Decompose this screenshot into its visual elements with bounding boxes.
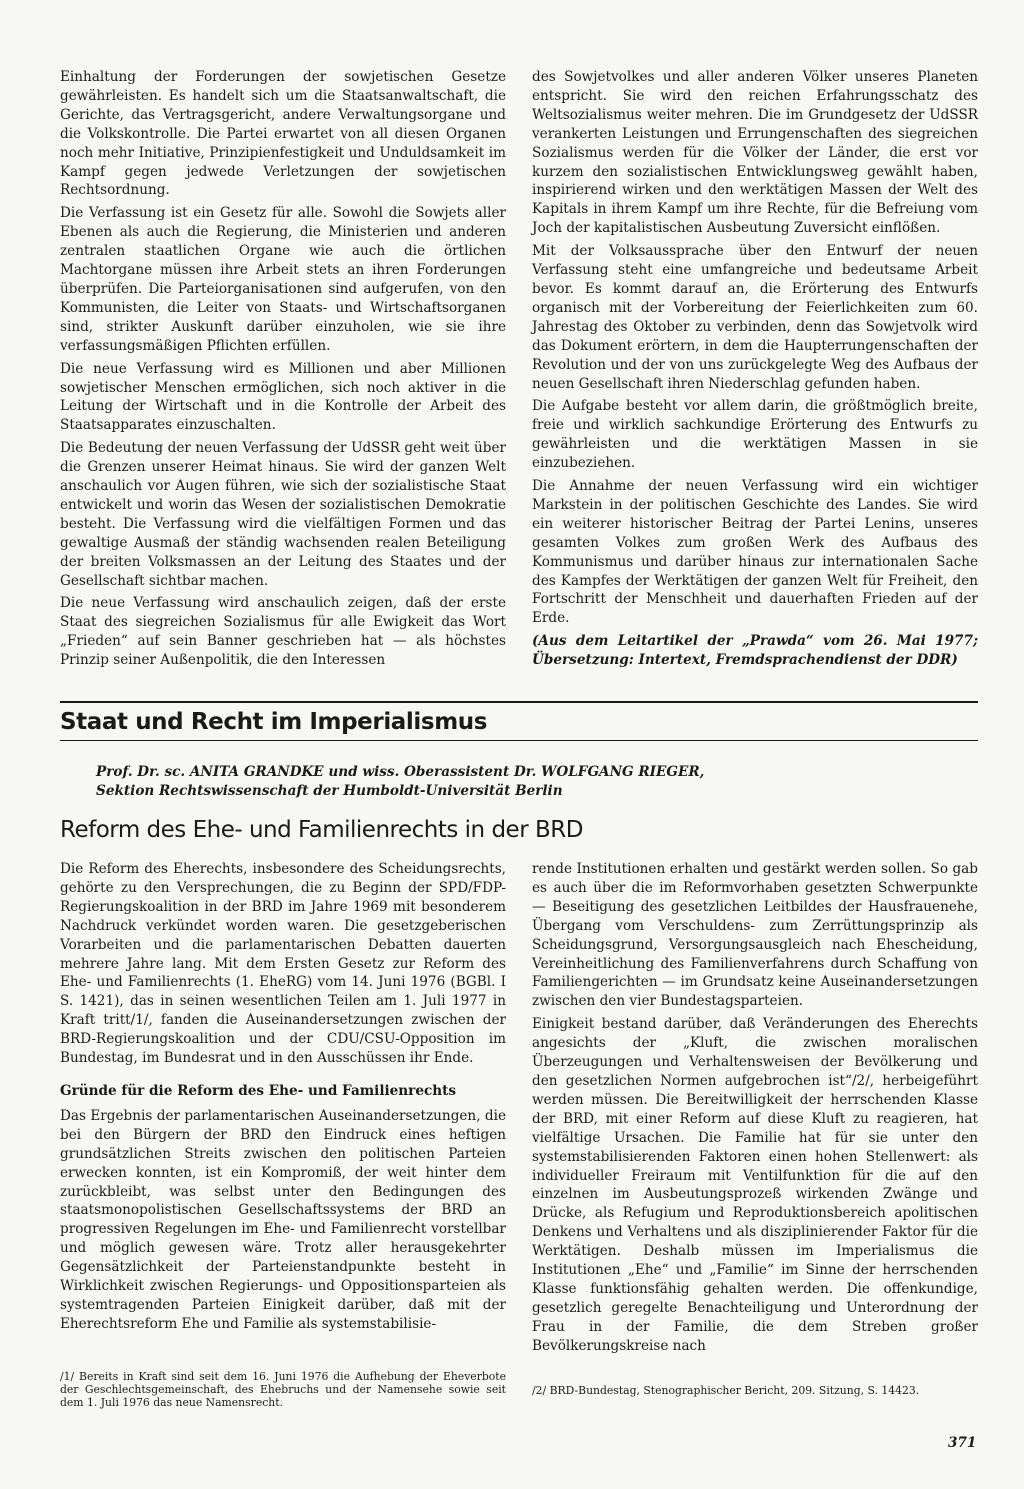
section-title: Staat und Recht im Imperialismus <box>60 709 488 735</box>
author-names: Prof. Dr. sc. ANITA GRANDKE und wiss. Oberassistent Dr. WOLFGANG RIEGER, <box>96 764 705 780</box>
upper-right-column <box>532 68 978 674</box>
paragraph: Die Reform des Eherechts, insbesondere des Scheidungsrechts, gehörte zu den Versprechungen, die zu Beginn der SPD/FDP-Regierungskoalition in der BRD im Jahre 1969 mit besonderem Nachdruck verkündet worden waren. Die gesetzgeberischen Vorarbeiten und die parlamentarischen Debatten dauerten mehrere Jahre lang. Mit dem Ersten Gesetz zur Reform des Ehe- und Familienrechts (1. EheRG) vom 14. Juni 1976 (BGBl. I S. 1421), das in seinen wesentlichen Teilen am 1. Juli 1977 in Kraft tritt/1/, fanden die Auseinandersetzungen zwischen der BRD-Regierungskoalition und der CDU/CSU-Opposition im Bundestag, im Bundesrat und in den Ausschüssen ihr Ende. <box>60 861 506 1067</box>
paragraph: des Sowjetvolkes und aller anderen Völker unseres Planeten entspricht. Sie wird den reichen Erfahrungsschatz des Weltsozialismus weiter mehren. Die im Grundgesetz der UdSSR verankerten Leistungen und Errungenschaften des siegreichen Sozialismus werden für die Völker der Länder, die erst vor kurzem den sozialistischen Entwicklungsweg gewählt haben, inspirierend wirken und den werktätigen Massen der Welt des Kapitals in ihrem Kampf um ihre Rechte, für die Befreiung vom Joch der kapitalistischen Ausbeutung Zuversicht einflößen. <box>532 69 978 237</box>
paragraph: Die Aufgabe besteht vor allem darin, die größtmöglich breite, freie und wirklich sachkundige Erörterung des Entwurfs zu gewährleisten und die werktätigen Massen in sie einzubeziehen. <box>532 398 978 472</box>
article-subheading: Gründe für die Reform des Ehe- und Familienrechts <box>60 1082 457 1099</box>
author-affiliation: Sektion Rechtswissenschaft der Humboldt-Universität Berlin <box>96 783 563 799</box>
paragraph: rende Institutionen erhalten und gestärkt werden sollen. So gab es auch über die im Reformvorhaben gesetzten Schwerpunkte — Beseitigung des gesetzlichen Leitbildes der Hausfrauenehe, Übergang vom Verschuldens- zum Zerrüttungsprinzip als Scheidungsgrund, Versorgungsausgleich nach Ehescheidung, Vereinheitlichung des Familienverfahrens durch Schaffung von Familiengerichten — im Grundsatz keine Auseinandersetzungen zwischen den vier Bundestagsparteien. <box>532 861 978 1010</box>
paragraph: Das Ergebnis der parlamentarischen Auseinandersetzungen, die bei den Bürgern der BRD den Eindruck eines heftigen grundsätzlichen Streits zwischen den politischen Parteien erwecken konnten, ist ein Kompromiß, der weit hinter dem zurückbleibt, was selbst unter den Bedingungen des staatsmonopolistischen Gesellschaftssystems der BRD an progressiven Regelungen im Ehe- und Familienrecht vorstellbar und möglich gewesen wäre. Trotz aller herausgekehrter Gegensätzlichkeit der Parteienstandpunkte besteht in Wirklichkeit zwischen Regierungs- und Oppositionsparteien als systemtragenden Parteien Einigkeit darüber, daß mit der Eherechtsreform Ehe und Familie als systemstabilisie- <box>60 1107 506 1332</box>
paragraph: Die Verfassung ist ein Gesetz für alle. Sowohl die Sowjets aller Ebenen als auch die Regierung, die Ministerien und anderen zentralen staatlichen Organe wie auch die örtlichen Machtorgane müssen ihre Arbeit stets an ihren Forderungen überprüfen. Die Parteiorganisationen sind aufgerufen, von den Kommunisten, die Leiter von Staats- und Wirtschaftsorganen sind, strikter Auskunft darüber einzuholen, wie sie ihre verfassungsmäßigen Pflichten erfüllen. <box>60 205 506 354</box>
upper-left-column <box>60 68 506 674</box>
source-citation: (Aus dem Leitartikel der „Prawda“ vom 26. Mai 1977; Übersetzung: Intertext, Fremdsprachendienst der DDR) <box>532 633 978 669</box>
footnote-2: /2/ BRD-Bundestag, Stenographischer Bericht, 209. Sitzung, S. 14423. <box>532 1384 920 1397</box>
paragraph: Die Bedeutung der neuen Verfassung der UdSSR geht weit über die Grenzen unserer Heimat hinaus. Sie wird der ganzen Welt anschaulich vor Augen führen, wie sich der sozialistische Staat entwickelt und worin das Wesen der sozialistischen Demokratie besteht. Die Verfassung wird die vielfältigen Formen und das gewaltige Ausmaß der ständig wachsenden realen Beteiligung der breiten Volksmassen an der Leitung des Staates und der Gesellschaft sichtbar machen. <box>60 440 506 589</box>
article-left-column <box>60 860 506 1338</box>
paragraph: Die Annahme der neuen Verfassung wird ein wichtiger Markstein in der politischen Geschichte des Landes. Sie wird ein weiterer historischer Beitrag der Partei Lenins, unseres gesamten Volkes zum großen Werk des Aufbaus des Kommunismus und darüber hinaus zur internationalen Sache des Kampfes der Werktätigen der ganzen Welt für Freiheit, den Fortschritt der Menschheit und dauerhaften Frieden auf der Erde. <box>532 478 978 627</box>
section-rule-bottom <box>60 740 978 741</box>
paragraph: Einhaltung der Forderungen der sowjetischen Gesetze gewährleisten. Es handelt sich um die Staatsanwaltschaft, die Gerichte, das Vertragsgericht, andere Verwaltungsorgane und die Volkskontrolle. Die Partei erwartet von all diesen Organen noch mehr Initiative, Prinzipienfestigkeit und Unduldsamkeit im Kampf gegen jedwede Verletzungen der sowjetischen Rechtsordnung. <box>60 69 506 199</box>
section-rule-top <box>60 701 978 703</box>
author-byline <box>96 763 976 801</box>
paragraph: Die neue Verfassung wird anschaulich zeigen, daß der erste Staat des siegreichen Sozialismus für alle Ewigkeit das Wort „Frieden“ auf sein Banner geschrieben hat — als höchstes Prinzip seiner Außenpolitik, die den Interessen <box>60 595 506 669</box>
paragraph: Mit der Volksaussprache über den Entwurf der neuen Verfassung steht eine umfangreiche und bedeutsame Arbeit bevor. Es kommt darauf an, die Erörterung des Entwurfs organisch mit der Vorbereitung der Feierlichkeiten zum 60. Jahrestag des Oktober zu verbinden, denn das Sowjetvolk wird das Dokument erörtern, in dem die Haupterrungenschaften der Revolution und der von uns zurückgelegte Weg des Aufbaus der neuen Gesellschaft ihren Niederschlag gefunden haben. <box>532 243 978 392</box>
paragraph: Die neue Verfassung wird es Millionen und aber Millionen sowjetischer Menschen ermöglichen, sich noch aktiver in die Leitung der Wirtschaft und in die Kontrolle der Arbeit des Staatsapparates einzuschalten. <box>60 360 506 434</box>
article-right-column <box>532 860 978 1360</box>
paragraph: Einigkeit bestand darüber, daß Veränderungen des Eherechts angesichts der „Kluft, die zwischen moralischen Überzeugungen und Verhaltensweisen der Bevölkerung und den gesetzlichen Normen aufgebrochen ist“/2/, herbeigeführt werden müssen. Die Bereitwilligkeit der herrschenden Klasse der BRD, mit einer Reform auf diese Kluft zu reagieren, hat vielfältige Ursachen. Die Familie hat für sie unter den systemstabilisierenden Faktoren einen hohen Stellenwert: als individueller Freiraum mit Ventilfunktion für die auf den einzelnen im Ausbeutungsprozeß wirkenden Zwänge und Drücke, als Refugium und Reproduktionsbereich apolitischen Denkens und Verhaltens und als disziplinierender Faktor für die Werktätigen. Deshalb müssen im Imperialismus die Institutionen „Ehe“ und „Familie“ im Sinne der herrschenden Klasse funktionsfähig gehalten werden. Die offenkundige, gesetzlich geregelte Benachteiligung und Unterordnung der Frau in der Familie, die dem Streben großer Bevölkerungskreise nach <box>532 1016 978 1354</box>
page-number: 371 <box>948 1435 977 1451</box>
article-title: Reform des Ehe- und Familienrechts in der BRD <box>60 817 583 843</box>
footnote-1: /1/ Bereits in Kraft sind seit dem 16. Juni 1976 die Aufhebung der Eheverbote der Geschlechtsgemeinschaft, des Ehebruchs und der Namensehe sowie seit dem 1. Juli 1976 das neue Namensrecht. <box>60 1370 506 1409</box>
